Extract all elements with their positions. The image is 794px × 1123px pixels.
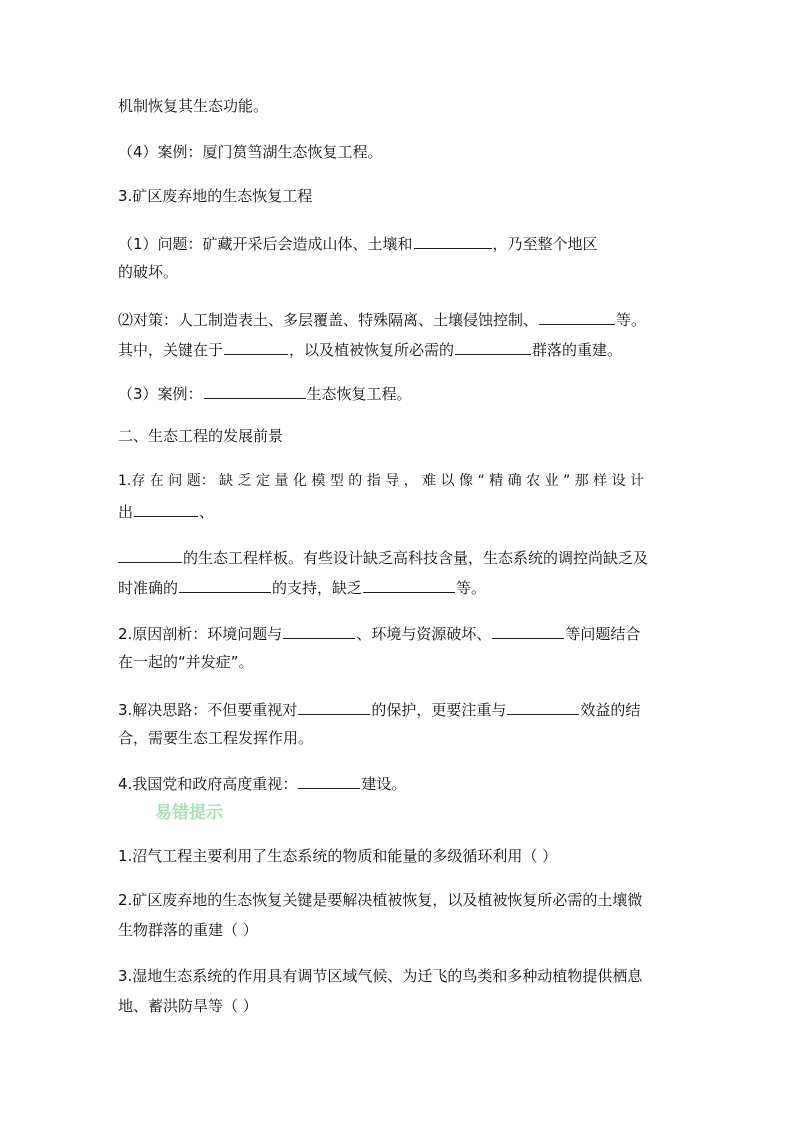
fill-blank[interactable] [507,698,579,715]
text: 生物群落的重建（ ） [118,921,258,939]
text: 效益的结 [580,701,641,719]
text: 的支持，缺乏 [272,579,363,597]
text: 、 [199,503,215,521]
text: 机制恢复其生态功能。 [118,97,269,115]
text-line [118,308,646,330]
text: 4.我国党和政府高度重视： [118,775,298,793]
text: 3.湿地生态系统的作用具有调节区域气候、为迁飞的鸟类和多种动植物提供栖息 [118,967,643,985]
fill-blank[interactable] [134,500,198,517]
fill-blank[interactable] [224,338,288,355]
text-line [118,772,406,794]
text-line [118,262,178,282]
fill-blank[interactable] [363,576,455,593]
text: 二、生态工程的发展前景 [118,427,284,445]
question-line [118,996,258,1016]
text: ，以及植被恢复所必需的 [289,341,455,359]
text-line [118,338,622,360]
fill-blank[interactable] [414,232,492,249]
section-heading [118,186,312,206]
text-line [118,698,640,720]
text-line [118,470,644,491]
text: 的破坏。 [118,263,179,281]
text-line [118,232,598,254]
error-tips-heading: 易错提示 [155,803,223,823]
text-line [118,142,383,162]
text-line [118,382,412,404]
text-line [118,96,268,116]
question-line [118,920,258,940]
text: 建设。 [361,775,407,793]
text-line [118,500,214,522]
text: 地、蓄洪防旱等（ ） [118,997,258,1015]
text: 的生态工程样板。有些设计缺乏高科技含量，生态系统的调控尚缺乏及 [183,549,649,567]
question-line [118,846,557,866]
fill-blank[interactable] [455,338,531,355]
text: 3.矿区废弃地的生态恢复工程 [118,187,313,205]
text: （3）案例： [118,385,203,403]
text-line [118,546,648,568]
text: 3.解决思路：不但要重视对 [118,701,298,719]
fill-blank[interactable] [204,382,306,399]
fill-blank[interactable] [179,576,271,593]
text-line [118,652,254,672]
text: 的保护，更要注重与 [371,701,507,719]
fill-blank[interactable] [492,622,564,639]
fill-blank[interactable] [298,698,370,715]
text: （1）问题：矿藏开采后会造成山体、土壤和 [118,235,413,253]
text: 1.存 在 问 题： 缺 乏 定 量 化 模 型 的 指 导 ， 难 以 像 “ 精 确 农 业 ” 那 样 设 计 [118,473,645,489]
question-line [118,890,642,910]
text: 2.矿区废弃地的生态恢复关键是要解决植被恢复，以及植被恢复所必需的土壤微 [118,891,643,909]
text: 生态恢复工程。 [306,385,412,403]
fill-blank[interactable] [539,308,615,325]
text-line [118,622,640,644]
text: 等。 [616,311,647,329]
text: 在一起的“并发症”。 [118,653,254,671]
section-heading [118,426,283,446]
text-line [118,576,486,598]
text: 群落的重建。 [532,341,623,359]
text: 、环境与资源破坏、 [356,625,492,643]
fill-blank[interactable] [298,772,360,789]
text: 合，需要生态工程发挥作用。 [118,729,314,747]
text: ⑵对策：人工制造表土、多层覆盖、特殊隔离、土壤侵蚀控制、 [118,311,539,329]
text: （4）案例：厦门筼筜湖生态恢复工程。 [118,143,383,161]
text: 时准确的 [118,579,179,597]
text: 等。 [456,579,487,597]
text: 等问题结合 [565,625,641,643]
text: 2.原因剖析：环境问题与 [118,625,283,643]
fill-blank[interactable] [118,546,182,563]
fill-blank[interactable] [283,622,355,639]
text: 其中，关键在于 [118,341,224,359]
text: 出 [118,503,134,521]
question-line [118,966,642,986]
text-line [118,728,313,748]
text: ，乃至整个地区 [492,235,598,253]
text: 1.沼气工程主要利用了生态系统的物质和能量的多级循环利用（ ） [118,847,558,865]
